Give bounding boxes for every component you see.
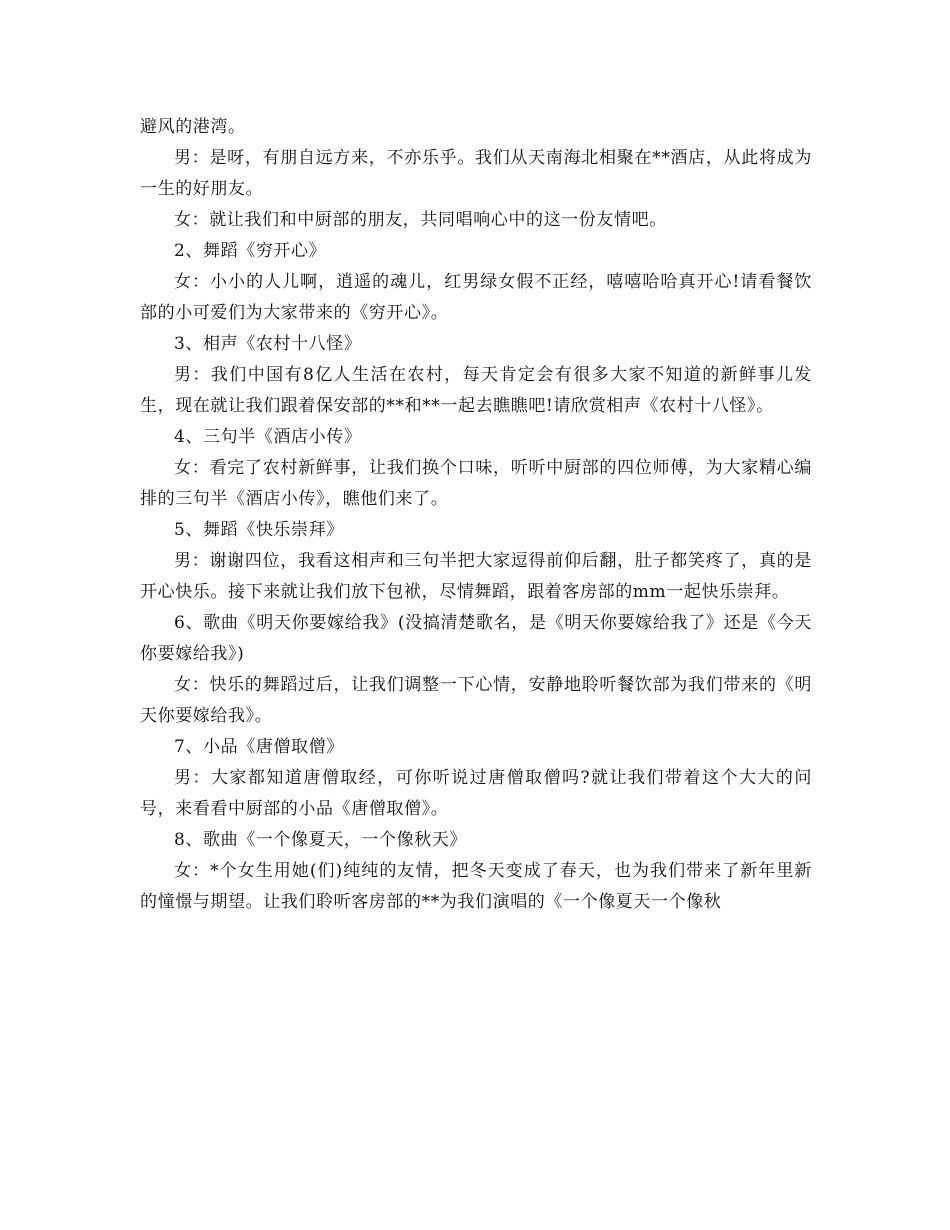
paragraph-item-8-intro: 女：*个女生用她(们)纯纯的友情，把冬天变成了春天，也为我们带来了新年里新的憧憬与期望。让我们聆听客房部的**为我们演唱的《一个像夏天一个像秋 [140,861,812,912]
program-item-5-heading: 5、舞蹈《快乐崇拜》 [174,520,344,540]
paragraph-item-3-intro: 男：我们中国有8亿人生活在农村，每天肯定会有很多大家不知道的新鲜事儿发生，现在就让我们跟着保安部的**和**一起去瞧瞧吧!请欣赏相声《农村十八怪》。 [140,365,812,416]
program-item-3-heading: 3、相声《农村十八怪》 [174,334,362,354]
program-item-8-heading: 8、歌曲《一个像夏天，一个像秋天》 [174,830,468,850]
paragraph-item-5-intro: 男：谢谢四位，我看这相声和三句半把大家逗得前仰后翻，肚子都笑疼了，真的是开心快乐。接下来就让我们放下包袱，尽情舞蹈，跟着客房部的mm一起快乐崇拜。 [140,551,812,602]
paragraph-item-2-intro: 女：小小的人儿啊，逍遥的魂儿，红男绿女假不正经，嘻嘻哈哈真开心!请看餐饮部的小可爱们为大家带来的《穷开心》。 [140,272,812,323]
paragraph-continuation: 避风的港湾。 [140,117,246,137]
paragraph-male-host-friends: 男：是呀，有朋自远方来，不亦乐乎。我们从天南海北相聚在**酒店，从此将成为一生的好朋友。 [140,148,812,199]
paragraph-female-host-friendship: 女：就让我们和中厨部的朋友，共同唱响心中的这一份友情吧。 [174,210,667,230]
paragraph-item-6-intro: 女：快乐的舞蹈过后，让我们调整一下心情，安静地聆听餐饮部为我们带来的《明天你要嫁给我》。 [140,675,812,726]
program-item-6-heading: 6、歌曲《明天你要嫁给我》(没搞清楚歌名，是《明天你要嫁给我了》还是《今天你要嫁给我》) [140,613,812,664]
program-item-4-heading: 4、三句半《酒店小传》 [174,427,362,447]
paragraph-item-7-intro: 男：大家都知道唐僧取经，可你听说过唐僧取僧吗?就让我们带着这个大大的问号，来看看中厨部的小品《唐僧取僧》。 [140,768,812,819]
program-item-7-heading: 7、小品《唐僧取僧》 [174,737,344,757]
program-item-2-heading: 2、舞蹈《穷开心》 [174,241,327,261]
document-body [140,112,812,918]
paragraph-item-4-intro: 女：看完了农村新鲜事，让我们换个口味，听听中厨部的四位师傅，为大家精心编排的三句半《酒店小传》，瞧他们来了。 [140,458,812,509]
